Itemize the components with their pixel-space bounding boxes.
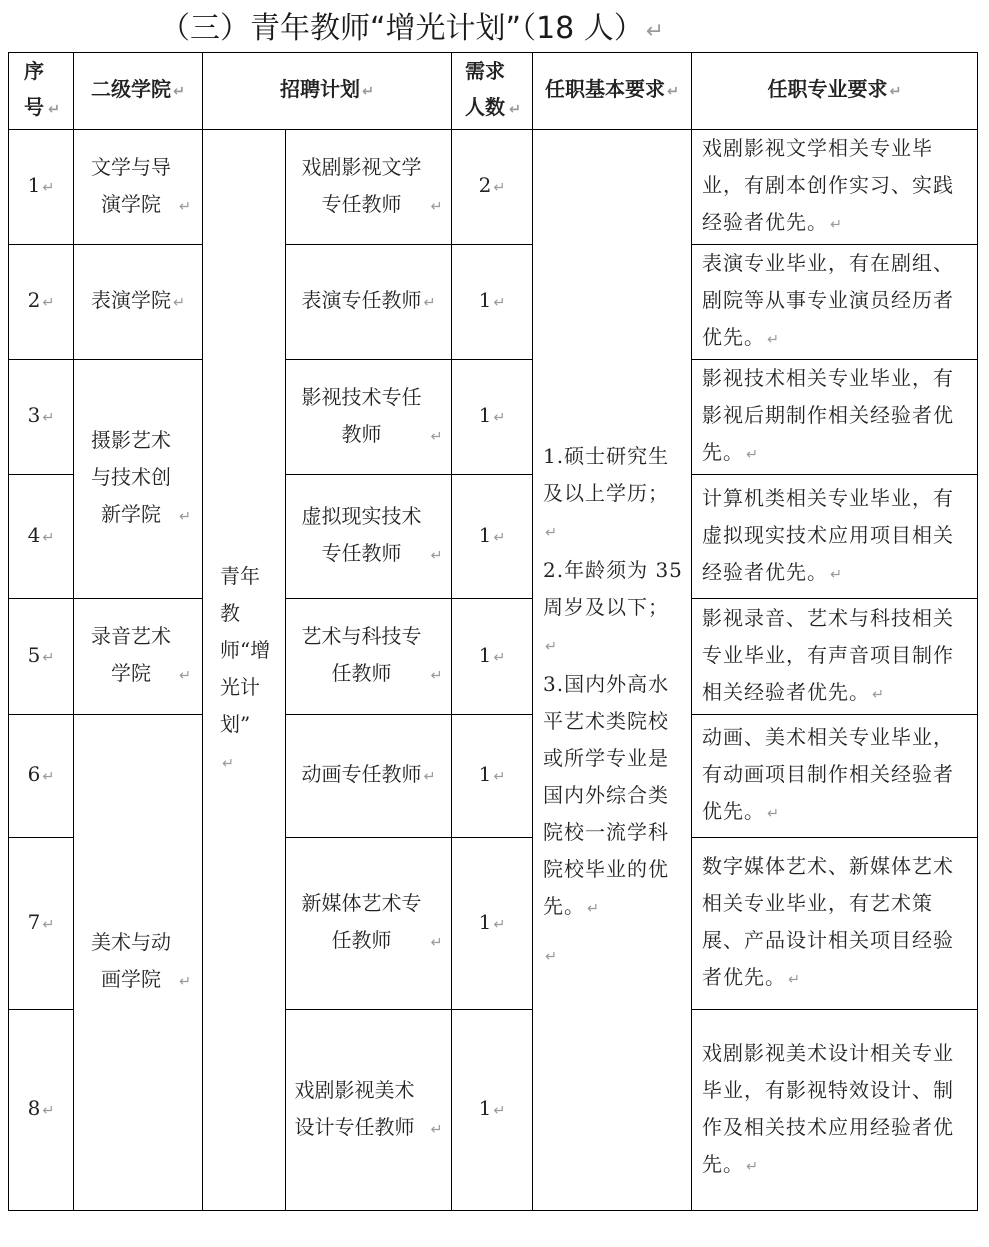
paragraph-mark-icon: ↵ <box>493 769 506 785</box>
paragraph-mark-icon: ↵ <box>545 525 559 541</box>
header-plan <box>203 53 452 130</box>
row-index-text: 2 <box>27 288 41 312</box>
paragraph-mark-icon: ↵ <box>493 410 506 426</box>
header-count-text: 需求人数 <box>464 59 505 119</box>
paragraph-mark-icon: ↵ <box>361 84 375 100</box>
count-cell <box>452 599 533 715</box>
major-req-cell <box>692 475 978 599</box>
paragraph-mark-icon: ↵ <box>889 84 902 100</box>
section-title-text: （三）青年教师“增光计划”（18 人） <box>160 11 644 46</box>
paragraph-mark-icon: ↵ <box>42 410 55 426</box>
paragraph-mark-icon: ↵ <box>746 1158 760 1175</box>
header-college <box>74 53 203 130</box>
paragraph-mark-icon: ↵ <box>545 639 559 655</box>
position-name: 新媒体艺术专任教师 <box>301 891 422 952</box>
row-index-text: 5 <box>27 642 41 667</box>
count-value: 2 <box>478 173 492 197</box>
paragraph-mark-icon: ↵ <box>508 102 522 118</box>
count-value: 1 <box>478 522 492 547</box>
row-index <box>9 245 74 360</box>
row-index <box>9 599 74 715</box>
paragraph-mark-icon: ↵ <box>830 217 844 233</box>
position-cell <box>286 838 452 1010</box>
basic-req-item <box>543 438 683 552</box>
row-index <box>9 838 74 1010</box>
header-major-req-text: 任职专业要求 <box>767 77 888 101</box>
position-cell <box>286 360 452 475</box>
row-index-text: 7 <box>27 909 41 934</box>
paragraph-mark-icon: ↵ <box>42 180 55 196</box>
count-value: 1 <box>478 642 492 667</box>
table-row <box>9 360 978 475</box>
count-value: 1 <box>478 1096 492 1120</box>
major-req-text: 表演专业毕业，有在剧组、剧院等从事专业演员经历者优先。 <box>702 251 954 349</box>
paragraph-mark-icon: ↵ <box>493 1103 506 1119</box>
position-cell <box>286 599 452 715</box>
position-name: 艺术与科技专任教师 <box>301 624 422 685</box>
paragraph-mark-icon: ↵ <box>430 668 443 684</box>
major-req-cell <box>692 1010 978 1211</box>
header-basic-req-text: 任职基本要求 <box>544 77 665 101</box>
empty-paragraph <box>543 936 683 976</box>
major-req-text: 戏剧影视美术设计相关专业毕业，有影视特效设计、制作及相关技术应用经验者优先。 <box>702 1040 954 1176</box>
header-index <box>9 53 74 130</box>
major-req-cell <box>692 130 978 245</box>
major-req-cell <box>692 360 978 475</box>
position-cell <box>286 1010 452 1211</box>
paragraph-mark-icon: ↵ <box>493 649 506 666</box>
row-index-text: 8 <box>27 1096 41 1120</box>
count-cell <box>452 360 533 475</box>
paragraph-mark-icon: ↵ <box>42 529 55 546</box>
major-req-text: 动画、美术相关专业毕业，有动画项目制作相关经验者优先。 <box>702 725 954 823</box>
paragraph-mark-icon: ↵ <box>493 916 506 933</box>
plan-cell <box>203 130 286 1211</box>
row-index-text: 4 <box>27 522 41 547</box>
paragraph-mark-icon: ↵ <box>746 447 760 463</box>
header-index-text: 序号 <box>23 59 44 119</box>
paragraph-mark-icon: ↵ <box>172 295 186 311</box>
count-cell <box>452 475 533 599</box>
major-req-cell <box>692 838 978 1010</box>
section-title <box>160 6 664 52</box>
paragraph-mark-icon: ↵ <box>178 668 192 684</box>
paragraph-mark-icon: ↵ <box>42 295 55 311</box>
basic-req-item <box>543 552 683 666</box>
college-cell <box>74 245 203 360</box>
paragraph-mark-icon: ↵ <box>430 1121 443 1138</box>
major-req-text: 计算机类相关专业毕业，有虚拟现实技术应用项目相关经验者优先。 <box>702 485 954 584</box>
major-req-cell <box>692 715 978 838</box>
position-cell <box>286 130 452 245</box>
major-req-cell <box>692 245 978 360</box>
college-cell <box>74 715 203 1211</box>
count-cell <box>452 245 533 360</box>
header-plan-text: 招聘计划 <box>279 77 360 101</box>
count-cell <box>452 838 533 1010</box>
plan-name: 青年教师“增光计划” <box>220 563 271 736</box>
paragraph-mark-icon: ↵ <box>788 972 802 988</box>
paragraph-mark-icon: ↵ <box>430 198 443 215</box>
position-cell <box>286 245 452 360</box>
basic-req-text: 3.国内外高水平艺术类院校或所学专业是国内外综合类院校一流学科院校毕业的优先。 <box>543 672 670 918</box>
paragraph-mark-icon: ↵ <box>178 198 192 215</box>
position-name: 虚拟现实技术专任教师 <box>301 504 422 565</box>
header-row <box>9 53 978 130</box>
paragraph-mark-icon: ↵ <box>423 295 436 311</box>
college-name: 表演学院 <box>90 288 171 312</box>
paragraph-mark-icon: ↵ <box>767 332 781 348</box>
paragraph-mark-icon: ↵ <box>587 901 601 917</box>
table-row <box>9 715 978 838</box>
row-index-text: 6 <box>27 762 41 786</box>
table-row <box>9 599 978 715</box>
paragraph-mark-icon: ↵ <box>830 566 844 583</box>
paragraph-mark-icon: ↵ <box>645 19 664 44</box>
paragraph-mark-icon: ↵ <box>666 84 680 100</box>
college-cell <box>74 360 203 599</box>
major-req-text: 数字媒体艺术、新媒体艺术相关专业毕业，有艺术策展、产品设计相关项目经验者优先。 <box>702 854 954 989</box>
table-row <box>9 130 978 245</box>
basic-req-text: 2.年龄须为 35 周岁及以下； <box>543 558 683 619</box>
major-req-text: 影视技术相关专业毕业，有影视后期制作相关经验者优先。 <box>702 366 954 464</box>
position-cell <box>286 475 452 599</box>
paragraph-mark-icon: ↵ <box>222 755 235 772</box>
paragraph-mark-icon: ↵ <box>767 806 781 822</box>
paragraph-mark-icon: ↵ <box>47 102 61 118</box>
row-index-text: 1 <box>27 173 41 197</box>
major-req-text: 戏剧影视文学相关专业毕业，有剧本创作实习、实践经验者优先。 <box>702 136 954 234</box>
position-name: 动画专任教师 <box>301 762 422 786</box>
row-index <box>9 130 74 245</box>
paragraph-mark-icon: ↵ <box>42 769 55 785</box>
paragraph-mark-icon: ↵ <box>493 295 506 311</box>
paragraph-mark-icon: ↵ <box>493 180 506 196</box>
paragraph-mark-icon: ↵ <box>872 686 886 703</box>
position-cell <box>286 715 452 838</box>
header-college-text: 二级学院 <box>90 77 171 101</box>
position-name: 影视技术专任教师 <box>301 384 422 446</box>
college-name: 美术与动画学院 <box>90 930 171 991</box>
paragraph-mark-icon: ↵ <box>430 935 443 951</box>
paragraph-mark-icon: ↵ <box>42 649 55 666</box>
count-value: 1 <box>478 288 492 312</box>
college-name: 录音艺术学院 <box>90 624 171 685</box>
college-cell <box>74 130 203 245</box>
count-cell <box>452 130 533 245</box>
college-name: 文学与导演学院 <box>90 154 171 216</box>
header-major-req <box>692 53 978 130</box>
paragraph-mark-icon: ↵ <box>172 84 186 100</box>
count-value: 1 <box>478 403 492 427</box>
row-index <box>9 1010 74 1211</box>
basic-req-text: 1.硕士研究生及以上学历； <box>543 444 670 505</box>
recruitment-table <box>8 52 978 1211</box>
header-basic-req <box>533 53 692 130</box>
count-value: 1 <box>478 762 492 786</box>
basic-req-item <box>543 666 683 928</box>
position-name: 戏剧影视美术设计专任教师 <box>294 1077 415 1139</box>
count-cell <box>452 1010 533 1211</box>
paragraph-mark-icon: ↵ <box>493 529 506 546</box>
college-cell <box>74 599 203 715</box>
college-name: 摄影艺术与技术创新学院 <box>90 428 171 526</box>
row-index-text: 3 <box>27 403 41 427</box>
position-name: 戏剧影视文学专任教师 <box>301 154 422 216</box>
paragraph-mark-icon: ↵ <box>178 974 192 990</box>
major-req-cell <box>692 599 978 715</box>
paragraph-mark-icon: ↵ <box>423 769 436 785</box>
row-index <box>9 715 74 838</box>
table-row <box>9 245 978 360</box>
row-index <box>9 360 74 475</box>
paragraph-mark-icon: ↵ <box>178 509 192 525</box>
header-count <box>452 53 533 130</box>
position-name: 表演专任教师 <box>301 288 422 312</box>
count-value: 1 <box>478 909 492 934</box>
row-index <box>9 475 74 599</box>
major-req-text: 影视录音、艺术与科技相关专业毕业，有声音项目制作相关经验者优先。 <box>702 605 954 704</box>
basic-req-cell <box>533 130 692 1211</box>
paragraph-mark-icon: ↵ <box>42 916 55 933</box>
paragraph-mark-icon: ↵ <box>430 428 443 445</box>
paragraph-mark-icon: ↵ <box>545 949 559 965</box>
paragraph-mark-icon: ↵ <box>42 1103 55 1119</box>
paragraph-mark-icon: ↵ <box>430 548 443 564</box>
count-cell <box>452 715 533 838</box>
